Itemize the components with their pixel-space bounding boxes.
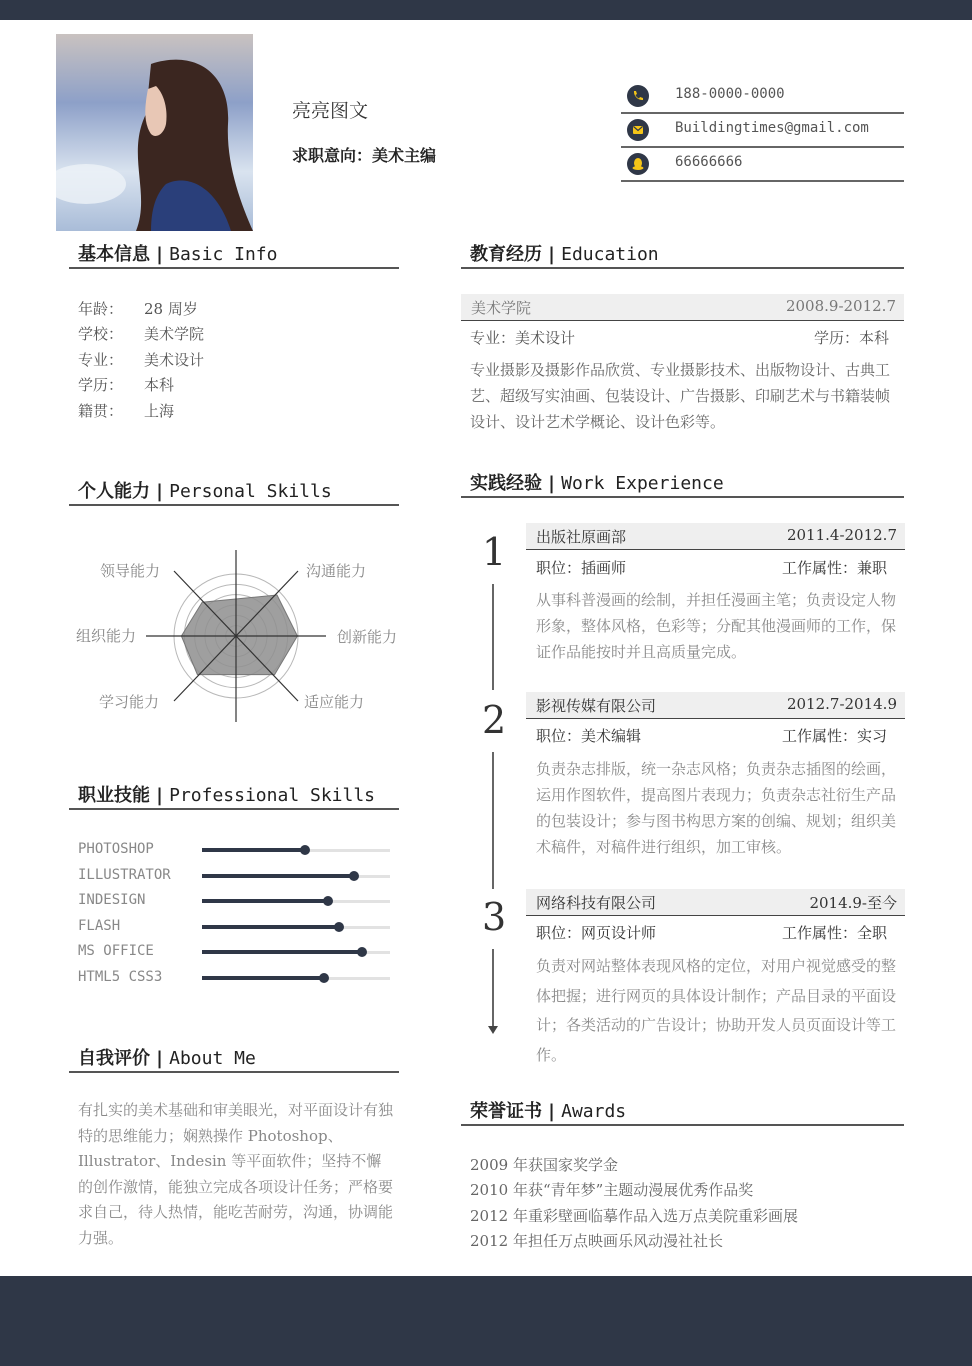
radar-axis-label: 沟通能力	[306, 562, 367, 580]
candidate-name: 亮亮图文	[292, 100, 369, 122]
phone-icon	[627, 85, 649, 107]
work-title: 实践经验 | Work Experience	[470, 473, 724, 494]
info-row-school: 学校： 美术学院	[78, 325, 205, 343]
school-name: 美术学院	[471, 299, 532, 317]
work-item-header	[526, 523, 905, 550]
skill-fill	[202, 925, 339, 929]
award-item: 2012 年重彩壁画临摹作品入选万点美院重彩画展	[470, 1207, 798, 1225]
award-item: 2010 年获“青年梦”主题动漫展优秀作品奖	[470, 1181, 754, 1199]
profile-photo	[56, 34, 253, 231]
skill-knob	[334, 922, 344, 932]
award-item: 2009 年获国家奖学金	[470, 1156, 618, 1174]
contact-email	[621, 113, 904, 148]
education-desc: 专业摄影及摄影作品欣赏、专业摄影技术、出版物设计、古典工艺、超级写实油画、包装设计、广告摄影、印刷艺术与书籍装帧设计、设计艺术学概论、设计色彩等。	[470, 361, 891, 431]
skill-fill	[202, 950, 362, 954]
info-row-hometown: 籍贯： 上海	[78, 402, 175, 420]
work-position: 职位：网页设计师	[536, 924, 657, 942]
company-name: 影视传媒有限公司	[536, 697, 657, 715]
timeline-number-1: 1	[482, 530, 507, 574]
email-icon	[627, 119, 649, 141]
timeline-number-2: 2	[482, 698, 507, 742]
basic-info-title: 基本信息 | Basic Info	[78, 244, 278, 265]
timeline-line	[492, 949, 494, 1029]
professional-skills-title: 职业技能 | Professional Skills	[78, 785, 376, 806]
work-type: 工作属性：全职	[782, 924, 888, 942]
work-desc: 负责杂志排版，统一杂志风格；负责杂志插图的绘画，运用作图软件，提高图片表现力；负责杂志社衍生产品的包装设计；参与图书构思方案的创编、规划；组织美术稿件，对稿件进行组织，加工审核。	[536, 760, 897, 856]
skill-knob	[319, 973, 329, 983]
radar-data-area	[181, 595, 297, 675]
radar-axis-label: 领导能力	[99, 562, 160, 580]
skills-radar-chart	[60, 530, 420, 740]
skill-label: INDESIGN	[78, 892, 146, 909]
about-me-text: 有扎实的美术基础和审美眼光，对平面设计有独特的思维能力；娴熟操作 Photoshop、Illustrator、Indesin 等平面软件；坚持不懈的创作激情，能独立完成各项设计任务；严格要求自己，待人热情，能吃苦耐劳，沟通，协调能力强。	[78, 1101, 394, 1247]
about-me-divider	[69, 1071, 399, 1073]
award-item: 2012 年担任万点映画乐风动漫社社长	[470, 1232, 723, 1250]
work-item-header	[526, 889, 905, 916]
skill-fill	[202, 874, 354, 878]
skill-label: HTML5 CSS3	[78, 969, 163, 985]
radar-axis-label: 适应能力	[304, 693, 365, 711]
education-title: 教育经历 | Education	[470, 244, 659, 265]
education-divider	[461, 267, 904, 269]
skill-knob	[323, 896, 333, 906]
timeline-line	[492, 752, 494, 889]
phone-text: 188-0000-0000	[675, 86, 785, 102]
work-period: 2011.4-2012.7	[786, 526, 897, 544]
company-name: 出版社原画部	[536, 528, 627, 546]
job-intent: 求职意向：美术主编	[292, 146, 437, 165]
skill-knob	[349, 871, 359, 881]
skill-label: ILLUSTRATOR	[78, 866, 171, 883]
skill-knob	[357, 947, 367, 957]
work-position: 职位：美术编辑	[536, 727, 642, 745]
radar-axis-label: 创新能力	[337, 628, 398, 646]
skill-fill	[202, 899, 328, 903]
awards-title: 荣誉证书 | Awards	[470, 1101, 627, 1122]
professional-skills-divider	[69, 808, 399, 810]
email-text: Buildingtimes@gmail.com	[675, 120, 869, 136]
work-divider	[461, 496, 904, 498]
work-position: 职位：插画师	[536, 559, 627, 577]
basic-info-divider	[69, 267, 399, 269]
timeline-line	[492, 584, 494, 690]
skill-fill	[202, 848, 305, 852]
work-item-header	[526, 692, 905, 719]
awards-divider	[461, 1124, 904, 1126]
work-desc: 负责对网站整体表现风格的定位，对用户视觉感受的整体把握；进行网页的具体设计制作；产品目录的平面设计；各类活动的广告设计；协助开发人员页面设计等工作。	[536, 957, 897, 1064]
work-desc: 从事科普漫画的绘制，并担任漫画主笔；负责设定人物形象，整体风格，色彩等；分配其他漫画师的工作，保证作品能按时并且高质量完成。	[536, 591, 897, 661]
top-bar	[0, 0, 972, 20]
bottom-bar	[0, 1276, 972, 1366]
radar-axis-label: 学习能力	[98, 693, 159, 711]
contact-phone	[621, 79, 904, 114]
skill-knob	[300, 845, 310, 855]
contact-qq	[621, 147, 904, 182]
qq-text: 66666666	[675, 154, 743, 170]
timeline-number-3: 3	[482, 895, 507, 939]
info-row-age: 年龄： 28 周岁	[78, 300, 198, 318]
work-period: 2014.9-至今	[809, 894, 897, 912]
info-row-major: 专业： 美术设计	[78, 351, 205, 369]
education-degree: 学历：本科	[814, 329, 890, 347]
skill-label: MS OFFICE	[78, 943, 154, 960]
work-type: 工作属性：实习	[782, 727, 888, 745]
education-major: 专业：美术设计	[470, 329, 576, 347]
timeline-arrow-icon	[487, 1025, 499, 1035]
work-type: 工作属性：兼职	[782, 559, 888, 577]
personal-skills-divider	[69, 504, 399, 506]
info-row-degree: 学历： 本科	[78, 376, 175, 394]
education-period: 2008.9-2012.7	[785, 297, 896, 315]
personal-skills-title: 个人能力 | Personal Skills	[78, 481, 332, 502]
radar-axis-label: 组织能力	[75, 627, 136, 645]
about-me-title: 自我评价 | About Me	[78, 1048, 256, 1069]
skill-fill	[202, 976, 324, 980]
work-period: 2012.7-2014.9	[786, 695, 897, 713]
qq-icon	[627, 153, 649, 175]
company-name: 网络科技有限公司	[536, 894, 657, 912]
skill-label: FLASH	[78, 917, 121, 934]
skill-label: PHOTOSHOP	[78, 841, 154, 857]
education-header	[461, 294, 904, 321]
